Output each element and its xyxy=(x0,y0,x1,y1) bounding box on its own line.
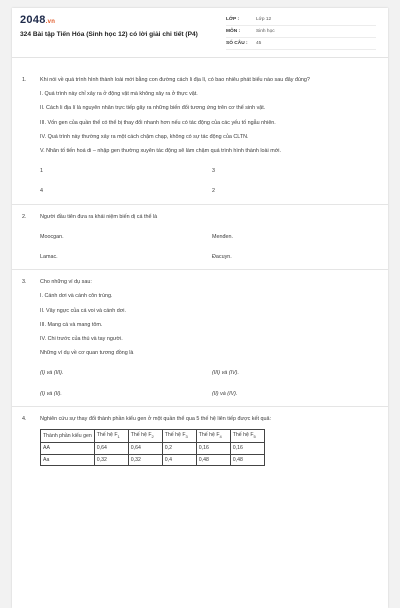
answer-option[interactable]: (I) và (II). xyxy=(40,390,62,397)
table-row xyxy=(41,454,265,465)
table-cell: 0,16 xyxy=(230,443,264,454)
divider xyxy=(12,406,388,407)
answer-option[interactable]: Menđen. xyxy=(212,233,233,240)
table-header-row xyxy=(41,430,265,443)
statement: I. Cánh dơi và cánh côn trùng. xyxy=(40,293,113,300)
meta-key: MÔN : xyxy=(226,29,241,34)
answer-options xyxy=(40,369,374,397)
answer-options xyxy=(40,233,374,261)
table-cell: Aa xyxy=(41,454,95,465)
statement: IV. Chi trước của thú và tay người. xyxy=(40,336,123,343)
divider xyxy=(12,204,388,205)
header-text: Thế hệ F xyxy=(198,432,220,439)
question-number: 2. xyxy=(22,213,27,220)
table-header xyxy=(94,430,128,443)
meta-value: Sinh học xyxy=(256,29,275,34)
meta-row-subject xyxy=(226,26,376,38)
question-4 xyxy=(12,415,388,466)
answer-option[interactable]: 4 xyxy=(40,188,43,195)
header-text: Thế hệ F xyxy=(96,432,118,439)
question-text: Cho những ví dụ sau: xyxy=(40,279,92,286)
header-subscript: 2 xyxy=(151,434,154,440)
table-cell: 0,64 xyxy=(94,443,128,454)
header-subscript: 1 xyxy=(117,434,120,440)
table-header xyxy=(162,430,196,443)
question-text: Khi nói về quá trình hình thành loài mới bằng con đường cách li địa lí, có bao nhiêu phát biểu nào sau đây đúng? xyxy=(40,77,310,83)
question-3 xyxy=(12,278,388,398)
answer-option[interactable]: Moocgan. xyxy=(40,233,64,240)
answer-option[interactable]: (I) và (III). xyxy=(40,370,64,377)
question-number: 3. xyxy=(22,279,27,286)
meta-key: SỐ CÂU : xyxy=(226,41,248,46)
question-text: Người đầu tiên đưa ra khái niệm biến dị cá thể là xyxy=(40,213,158,220)
answer-option[interactable]: 3 xyxy=(212,168,215,175)
answer-option[interactable]: (III) và (IV). xyxy=(212,370,239,377)
statement: III. Mang cá và mang tôm. xyxy=(40,321,103,328)
answer-options xyxy=(40,167,374,195)
table-cell: 0,48 xyxy=(230,454,264,465)
meta-info xyxy=(226,14,376,50)
table-cell: 0,48 xyxy=(196,454,230,465)
statement: I. Quá trình này chỉ xảy ra ở động vật mà không xảy ra ở thực vật. xyxy=(40,91,198,98)
page-header xyxy=(12,8,388,58)
table-cell: 0,4 xyxy=(162,454,196,465)
logo-text: 2048 xyxy=(20,14,46,26)
header-text: Thế hệ F xyxy=(130,432,152,439)
statement: II. Vây ngực của cá voi và cánh dơi. xyxy=(40,307,126,314)
question-1 xyxy=(12,76,388,196)
statement: V. Nhân tố tiến hoá di – nhập gen thường xuyên tác động sẽ làm chậm quá trình hình thành loài mới. xyxy=(40,148,281,155)
statement: Những ví dụ về cơ quan tương đồng là xyxy=(40,350,134,357)
header-text: Thế hệ F xyxy=(164,432,186,439)
statement: III. Vốn gen của quần thể có thể bị thay đổi nhanh hơn nếu có tác động của các yếu tố ngẫu nhiên. xyxy=(40,119,276,126)
answer-option[interactable]: 1 xyxy=(40,168,43,175)
answer-option[interactable]: Lamac. xyxy=(40,254,58,261)
question-number: 4. xyxy=(22,415,27,422)
table-row xyxy=(41,443,265,454)
page-title: 324 Bài tập Tiến Hóa (Sinh học 12) có lời giải chi tiết (P4) xyxy=(20,31,198,38)
question-2 xyxy=(12,213,388,262)
statement: IV. Quá trình này thường xảy ra một cách chậm chạp, không có sự tác động của CLTN. xyxy=(40,133,249,140)
site-logo[interactable] xyxy=(20,14,55,26)
divider xyxy=(12,269,388,270)
header-subscript: 3 xyxy=(185,434,188,440)
genotype-table xyxy=(40,429,265,466)
table-header xyxy=(128,430,162,443)
header-text: Thành phần kiểu gen xyxy=(43,433,92,440)
meta-value: Lớp 12 xyxy=(256,17,272,22)
table-cell: 0,2 xyxy=(162,443,196,454)
question-number: 1. xyxy=(22,77,27,83)
meta-row-class xyxy=(226,14,376,26)
header-subscript: 5 xyxy=(253,434,256,440)
question-list xyxy=(12,76,388,466)
answer-option[interactable]: (II) và (IV). xyxy=(212,390,238,397)
question-text: Nghiên cứu sự thay đổi thành phần kiểu gen ở một quần thể qua 5 thế hệ liên tiếp được kết quả: xyxy=(40,415,271,422)
document-page xyxy=(12,8,388,608)
meta-row-count xyxy=(226,38,376,50)
statement: II. Cách li địa lí là nguyên nhân trực tiếp gây ra những biến đổi tương ứng trên cơ thể sinh vật. xyxy=(40,105,266,112)
table-cell: AA xyxy=(41,443,95,454)
table-header xyxy=(196,430,230,443)
logo-suffix: .vn xyxy=(45,19,56,25)
table-cell: 0,32 xyxy=(94,454,128,465)
answer-option[interactable]: Đacuyn. xyxy=(212,254,232,261)
meta-key: LỚP : xyxy=(226,17,240,22)
header-subscript: 4 xyxy=(219,434,222,440)
table-cell: 0,16 xyxy=(196,443,230,454)
table-header xyxy=(230,430,264,443)
table-cell: 0,32 xyxy=(128,454,162,465)
header-text: Thế hệ F xyxy=(232,432,254,439)
answer-option[interactable]: 2 xyxy=(212,188,215,195)
meta-value: 45 xyxy=(256,41,262,46)
table-header xyxy=(41,430,95,443)
table-cell: 0,64 xyxy=(128,443,162,454)
